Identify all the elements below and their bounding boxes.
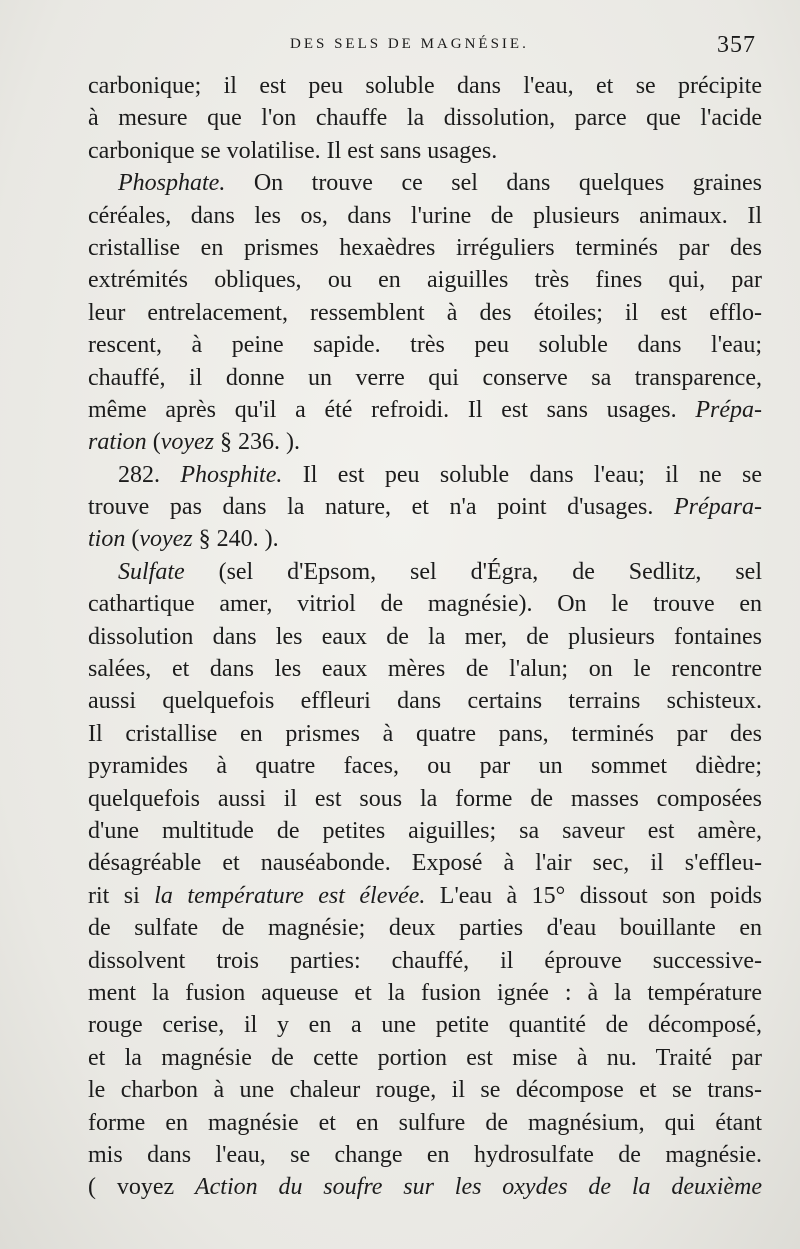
text-segment: rouge cerise, il y en a une petite quantité de décomposé, <box>88 1012 762 1039</box>
text-segment: rit si <box>88 882 155 909</box>
italic-text: Prépara- <box>674 494 762 521</box>
text-line <box>88 362 762 394</box>
italic-text: ration <box>88 429 147 456</box>
text-segment: (sel d'Epsom, sel d'Égra, de Sedlitz, sel <box>184 558 762 585</box>
text-segment: § 240. ). <box>192 526 279 553</box>
text-line <box>88 847 762 879</box>
text-line <box>88 232 762 264</box>
italic-text: voyez <box>139 526 193 553</box>
text-segment: rescent, à peine sapide. très peu soluble dans l'eau; <box>88 332 762 359</box>
text-segment: d'une multitude de petites aiguilles; sa saveur est amère, <box>88 817 762 844</box>
text-line <box>88 70 762 102</box>
text-line <box>88 264 762 296</box>
page-header <box>0 32 800 62</box>
text-segment: ( voyez <box>88 1174 195 1201</box>
text-line <box>88 783 762 815</box>
text-line <box>88 912 762 944</box>
text-line <box>88 459 762 491</box>
text-segment: quelquefois aussi il est sous la forme de masses composées <box>88 785 762 812</box>
text-segment: chauffé, il donne un verre qui conserve sa transparence, <box>88 364 762 391</box>
text-line <box>88 1107 762 1139</box>
italic-text: la température est élevée. <box>154 882 426 909</box>
text-line <box>88 588 762 620</box>
text-segment: Il est peu soluble dans l'eau; il ne se <box>282 461 762 488</box>
text-line <box>88 556 762 588</box>
text-line <box>88 102 762 134</box>
text-segment: ( <box>125 526 140 553</box>
text-segment: salées, et dans les eaux mères de l'alun; on le rencontre <box>88 656 762 683</box>
text-segment: ( <box>146 429 161 456</box>
text-line <box>88 815 762 847</box>
text-segment: et la magnésie de cette portion est mise à nu. Traité par <box>88 1044 762 1071</box>
text-line <box>88 653 762 685</box>
page-number: 357 <box>717 32 756 58</box>
text-segment: céréales, dans les os, dans l'urine de plusieurs animaux. Il <box>88 202 762 229</box>
text-line <box>88 329 762 361</box>
text-segment: dissolvent trois parties: chauffé, il éprouve successive- <box>88 947 762 974</box>
text-segment: L'eau à 15° dissout son poids <box>425 882 763 909</box>
text-segment: extrémités obliques, ou en aiguilles très fines qui, par <box>88 267 762 294</box>
text-line <box>88 718 762 750</box>
text-line <box>88 297 762 329</box>
text-segment: forme en magnésie et en sulfure de magnésium, qui étant <box>88 1109 762 1136</box>
italic-text: Sulfate <box>118 558 185 585</box>
text-segment: de sulfate de magnésie; deux parties d'eau bouillante en <box>88 915 762 942</box>
text-segment: mis dans l'eau, se change en hydrosulfate de magnésie. <box>88 1141 762 1168</box>
text-line <box>88 1042 762 1074</box>
text-segment: carbonique; il est peu soluble dans l'eau, et se précipite <box>88 73 762 99</box>
italic-text: Prépa- <box>695 396 762 423</box>
text-line <box>88 523 762 555</box>
text-segment: désagréable et nauséabonde. Exposé à l'air sec, il s'effleu- <box>88 850 762 877</box>
text-segment: pyramides à quatre faces, ou par un sommet dièdre; <box>88 753 762 780</box>
text-line <box>88 621 762 653</box>
text-segment: leur entrelacement, ressemblent à des étoiles; il est efflo- <box>88 299 762 326</box>
text-segment: à mesure que l'on chauffe la dissolution, parce que l'acide <box>88 105 762 132</box>
text-segment: cathartique amer, vitriol de magnésie). On le trouve en <box>88 591 762 618</box>
text-segment: 282. <box>118 461 181 488</box>
text-line <box>88 880 762 912</box>
text-line <box>88 1074 762 1106</box>
text-segment: § 236. ). <box>213 429 300 456</box>
text-line <box>88 1139 762 1171</box>
text-segment: dissolution dans les eaux de la mer, de plusieurs fontaines <box>88 623 762 650</box>
text-line <box>88 685 762 717</box>
text-segment: On trouve ce sel dans quelques graines <box>225 170 762 197</box>
text-line <box>88 1171 762 1203</box>
text-line <box>88 945 762 977</box>
text-segment: le charbon à une chaleur rouge, il se décompose et se trans- <box>88 1077 762 1104</box>
italic-text: voyez <box>160 429 214 456</box>
text-segment: ment la fusion aqueuse et la fusion ignée : à la température <box>88 979 762 1006</box>
text-line <box>88 750 762 782</box>
text-line <box>88 977 762 1009</box>
page-body-text <box>88 70 762 1204</box>
text-line <box>88 491 762 523</box>
text-line <box>88 200 762 232</box>
text-segment: trouve pas dans la nature, et n'a point d'usages. <box>88 494 675 521</box>
text-line <box>88 135 762 167</box>
text-line <box>88 394 762 426</box>
text-segment: cristallise en prismes hexaèdres irréguliers terminés par des <box>88 234 762 261</box>
text-segment: carbonique se volatilise. Il est sans usages. <box>88 137 498 164</box>
running-head: DES SELS DE MAGNÉSIE. <box>290 36 529 52</box>
text-segment: Il cristallise en prismes à quatre pans, terminés par des <box>88 720 762 747</box>
text-line <box>88 426 762 458</box>
text-segment: aussi quelquefois effleuri dans certains terrains schisteux. <box>88 688 762 715</box>
italic-text: Phosphite. <box>180 461 283 488</box>
text-segment: même après qu'il a été refroidi. Il est sans usages. <box>88 396 696 423</box>
italic-text: tion <box>88 526 126 553</box>
italic-text: Action du soufre sur les oxydes de la deuxième <box>194 1174 763 1201</box>
italic-text: Phosphate. <box>118 170 226 197</box>
text-line <box>88 1009 762 1041</box>
text-line <box>88 167 762 199</box>
